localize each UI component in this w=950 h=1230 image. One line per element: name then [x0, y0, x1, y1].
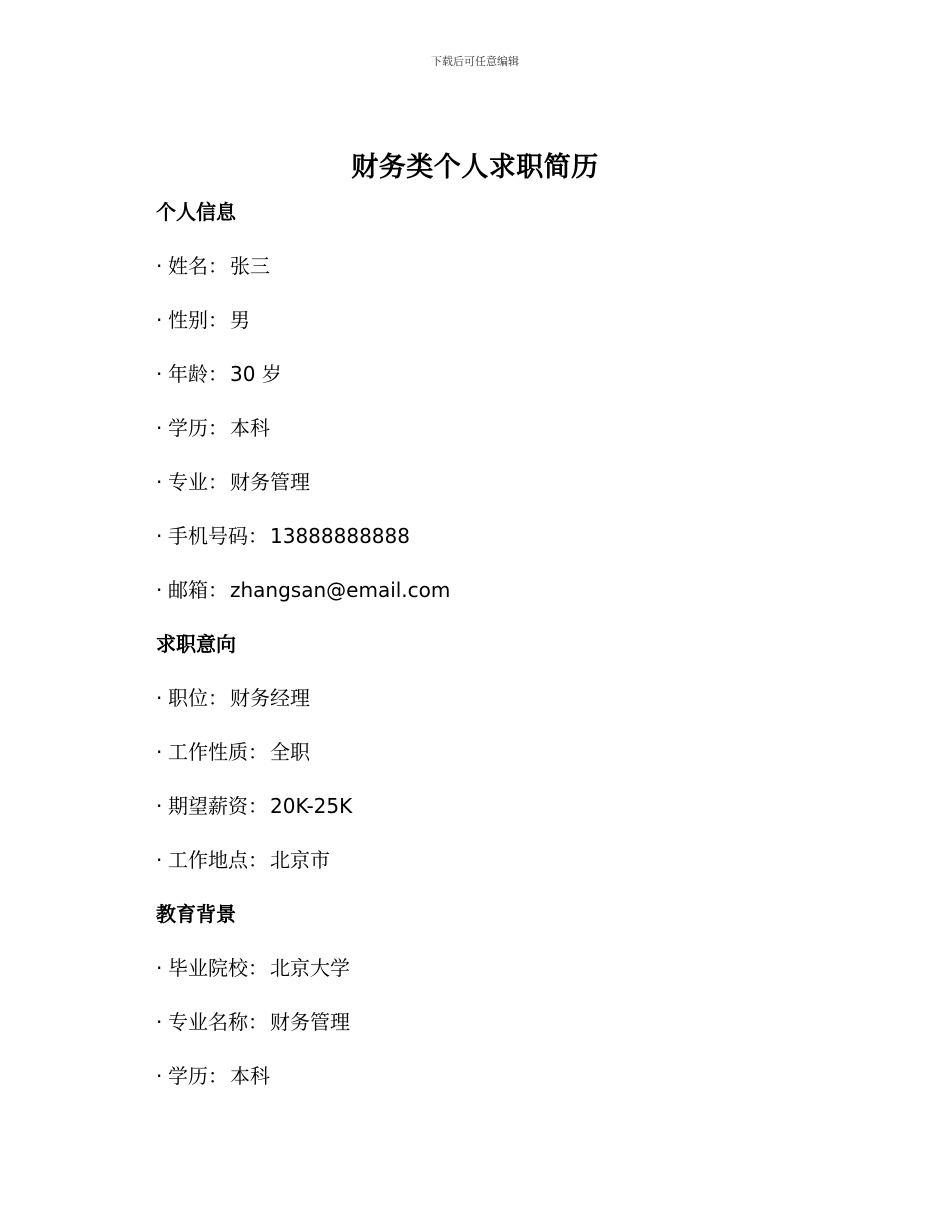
- bullet: ·: [156, 848, 163, 872]
- bullet: ·: [156, 956, 163, 980]
- item-value: 男: [230, 308, 250, 332]
- item-value: 北京大学: [270, 956, 350, 980]
- item-separator: ：: [248, 794, 268, 818]
- item-separator: ：: [208, 470, 228, 494]
- item-label: 专业名称: [168, 1010, 248, 1034]
- info-item-major-name: [156, 1006, 796, 1038]
- info-item-salary: [156, 790, 796, 822]
- info-item-gender: [156, 304, 796, 336]
- section-heading: 求职意向: [156, 632, 236, 656]
- page-header-note: 下载后可任意编辑: [431, 55, 519, 68]
- info-item-job-type: [156, 736, 796, 768]
- item-value: 13888888888: [270, 524, 410, 548]
- item-separator: ：: [208, 308, 228, 332]
- bullet: ·: [156, 1064, 163, 1088]
- item-separator: ：: [208, 686, 228, 710]
- info-item-degree: [156, 1060, 796, 1092]
- item-label: 学历: [168, 416, 208, 440]
- item-value: 财务管理: [230, 470, 310, 494]
- bullet: ·: [156, 686, 163, 710]
- item-label: 邮箱: [168, 578, 208, 602]
- item-separator: ：: [208, 416, 228, 440]
- bullet: ·: [156, 254, 163, 278]
- info-item-position: [156, 682, 796, 714]
- item-value: 30 岁: [230, 362, 282, 386]
- info-list: [156, 682, 796, 876]
- item-separator: ：: [248, 1010, 268, 1034]
- section-education: [156, 898, 796, 1092]
- item-separator: ：: [208, 578, 228, 602]
- item-label: 年龄: [168, 362, 208, 386]
- bullet: ·: [156, 308, 163, 332]
- bullet: ·: [156, 578, 163, 602]
- item-label: 工作性质: [168, 740, 248, 764]
- item-separator: ：: [208, 1064, 228, 1088]
- section-job-intention: [156, 628, 796, 876]
- bullet: ·: [156, 794, 163, 818]
- bullet: ·: [156, 470, 163, 494]
- info-list: [156, 250, 796, 606]
- item-value: 财务管理: [270, 1010, 350, 1034]
- bullet: ·: [156, 740, 163, 764]
- info-item-major: [156, 466, 796, 498]
- item-label: 毕业院校: [168, 956, 248, 980]
- info-item-education: [156, 412, 796, 444]
- item-label: 专业: [168, 470, 208, 494]
- item-separator: ：: [208, 254, 228, 278]
- document-title: 财务类个人求职简历: [351, 152, 599, 183]
- info-item-school: [156, 952, 796, 984]
- item-value: 财务经理: [230, 686, 310, 710]
- item-separator: ：: [248, 740, 268, 764]
- section-heading: 教育背景: [156, 902, 236, 926]
- bullet: ·: [156, 1010, 163, 1034]
- item-label: 职位: [168, 686, 208, 710]
- resume-body: [156, 196, 796, 1114]
- item-value: 北京市: [270, 848, 330, 872]
- item-separator: ：: [248, 956, 268, 980]
- info-item-phone: [156, 520, 796, 552]
- bullet: ·: [156, 524, 163, 548]
- item-separator: ：: [208, 362, 228, 386]
- item-label: 性别: [168, 308, 208, 332]
- item-label: 学历: [168, 1064, 208, 1088]
- item-label: 手机号码: [168, 524, 248, 548]
- section-heading: 个人信息: [156, 200, 236, 224]
- info-item-name: [156, 250, 796, 282]
- info-item-location: [156, 844, 796, 876]
- info-list: [156, 952, 796, 1092]
- item-value: 20K-25K: [270, 794, 353, 818]
- bullet: ·: [156, 416, 163, 440]
- item-label: 期望薪资: [168, 794, 248, 818]
- item-label: 姓名: [168, 254, 208, 278]
- item-value: 张三: [230, 254, 270, 278]
- item-value: zhangsan@email.com: [230, 578, 451, 602]
- item-separator: ：: [248, 848, 268, 872]
- info-item-email: [156, 574, 796, 606]
- bullet: ·: [156, 362, 163, 386]
- item-label: 工作地点: [168, 848, 248, 872]
- item-value: 全职: [270, 740, 310, 764]
- info-item-age: [156, 358, 796, 390]
- item-separator: ：: [248, 524, 268, 548]
- item-value: 本科: [230, 1064, 270, 1088]
- item-value: 本科: [230, 416, 270, 440]
- section-personal-info: [156, 196, 796, 606]
